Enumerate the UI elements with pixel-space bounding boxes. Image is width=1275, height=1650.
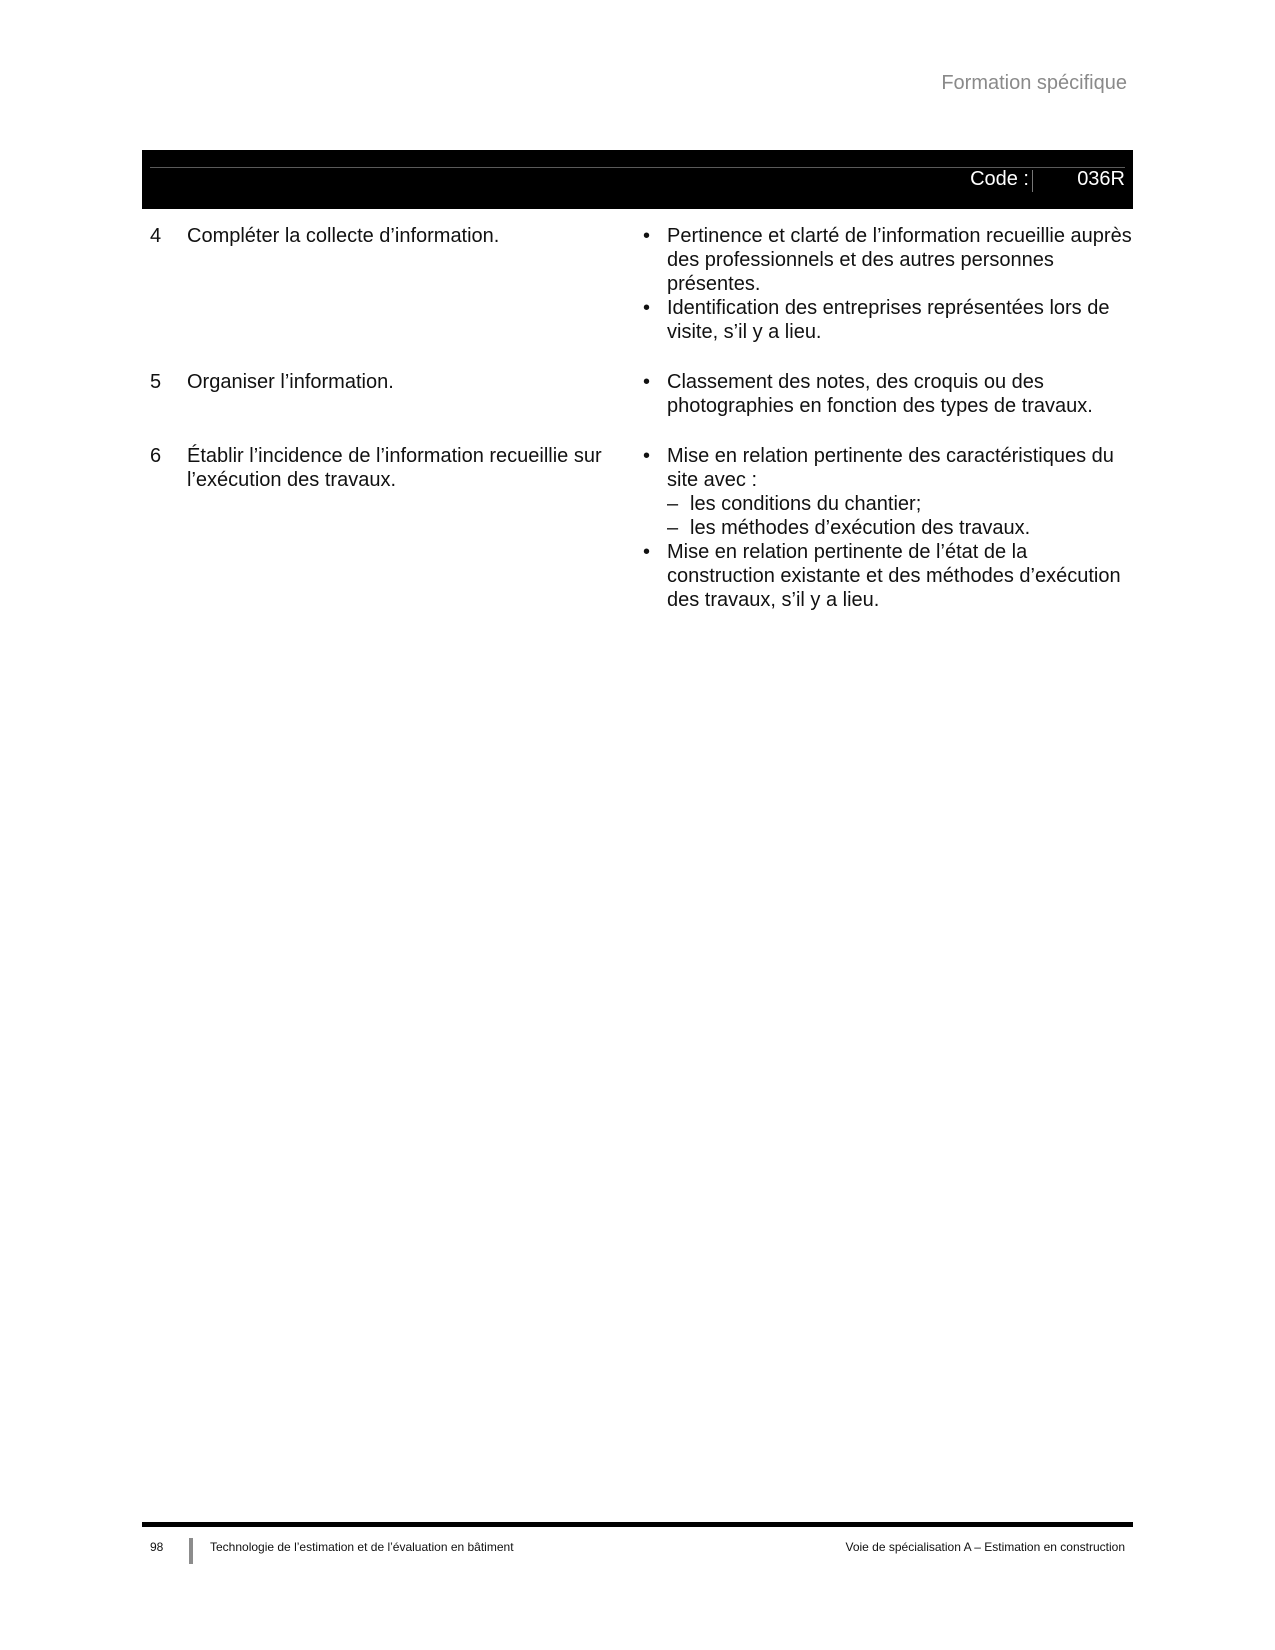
table-row [142, 224, 1133, 344]
competency-table [142, 224, 1133, 638]
footer-document-title: Technologie de l’estimation et de l’évaluation en bâtiment [210, 1540, 514, 1554]
criterion-text [667, 444, 1133, 540]
code-bar [142, 150, 1133, 209]
bullet-icon: • [643, 371, 651, 393]
page-footer [142, 1540, 1133, 1566]
step-cell [142, 224, 642, 344]
criterion-item [642, 370, 1133, 418]
dash-icon: – [667, 493, 679, 515]
table-row [142, 370, 1133, 418]
criterion-text: Classement des notes, des croquis ou des photographies en fonction des types de travaux. [667, 371, 1093, 417]
step-number: 4 [150, 225, 162, 247]
footer-divider [189, 1538, 193, 1564]
step-number: 6 [150, 445, 162, 467]
step-text: Compléter la collecte d’information. [187, 225, 500, 247]
sub-criterion-item [667, 492, 1133, 516]
running-header: Formation spécifique [941, 72, 1127, 94]
step-number: 5 [150, 371, 162, 393]
step-cell [142, 370, 642, 418]
bullet-icon: • [643, 225, 651, 247]
table-row [142, 444, 1133, 612]
step-text: Organiser l’information. [187, 371, 394, 393]
page-number: 98 [150, 1540, 164, 1554]
step-text: Établir l’incidence de l’information recueillie sur l’exécution des travaux. [187, 445, 602, 491]
sub-criterion-text: les conditions du chantier; [690, 493, 922, 515]
criteria-cell [642, 444, 1133, 612]
criterion-item [642, 540, 1133, 612]
code-label: Code : [970, 168, 1029, 190]
sub-criterion-item [667, 516, 1133, 540]
criteria-cell [642, 224, 1133, 344]
sub-criterion-text: les méthodes d’exécution des travaux. [690, 517, 1031, 539]
criterion-item [642, 224, 1133, 296]
criterion-item [642, 444, 1133, 540]
criterion-intro: Mise en relation pertinente des caractéristiques du site avec : [667, 445, 1114, 491]
footer-rule [142, 1522, 1133, 1527]
step-cell [142, 444, 642, 612]
criterion-text: Identification des entreprises représentées lors de visite, s’il y a lieu. [667, 297, 1110, 343]
bullet-icon: • [643, 541, 651, 563]
code-separator [1032, 170, 1033, 192]
criterion-item [642, 296, 1133, 344]
criterion-text: Pertinence et clarté de l’information recueillie auprès des professionnels et des autres personnes présentes. [667, 225, 1132, 295]
code-value: 036R [1077, 168, 1125, 190]
footer-section-title: Voie de spécialisation A – Estimation en construction [845, 1540, 1125, 1554]
criteria-cell [642, 370, 1133, 418]
dash-icon: – [667, 517, 679, 539]
bullet-icon: • [643, 445, 651, 467]
bullet-icon: • [643, 297, 651, 319]
criterion-text: Mise en relation pertinente de l’état de la construction existante et des méthodes d’exécution des travaux, s’il y a lieu. [667, 541, 1121, 611]
